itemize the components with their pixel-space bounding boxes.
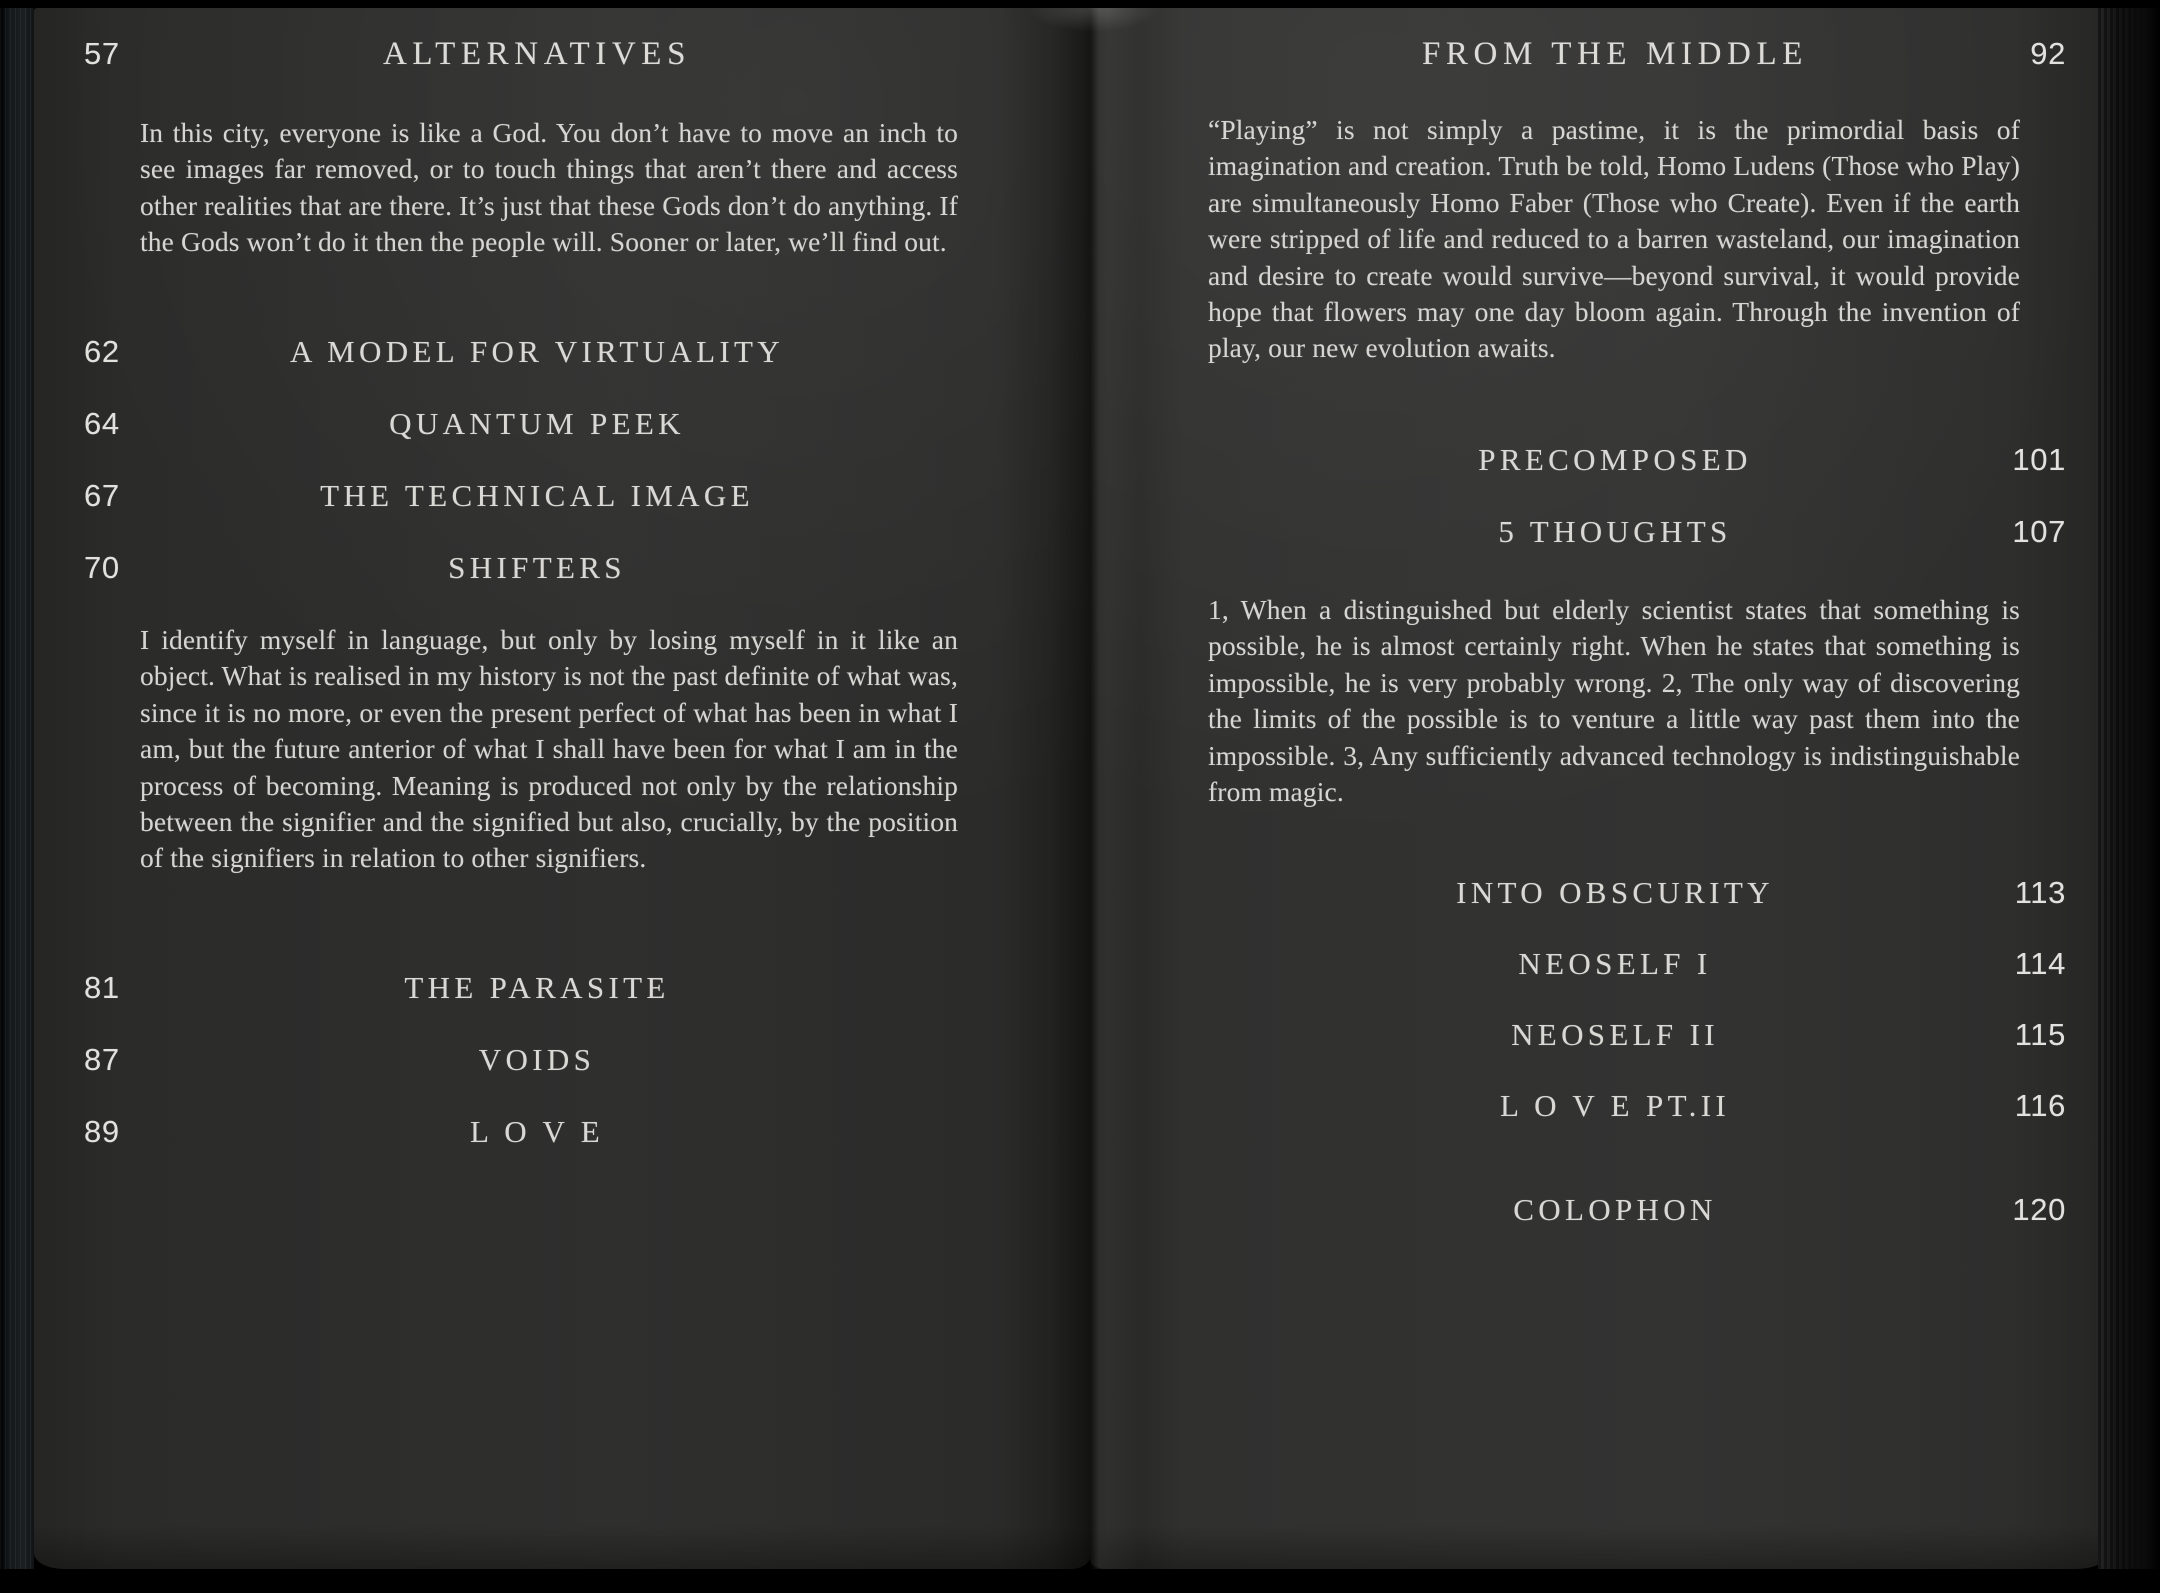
right-page <box>1090 8 2110 1569</box>
toc-entry-title: SHIFTERS <box>448 550 626 585</box>
toc-entry-page-number: 115 <box>2014 1017 2066 1052</box>
right-page-header: FROM THE MIDDLE <box>1421 36 1809 72</box>
background-bottom <box>0 1569 2160 1593</box>
toc-entry-page-number: 70 <box>84 550 120 585</box>
toc-entry-page-number: 89 <box>84 1114 120 1149</box>
colophon-entry <box>1090 1190 2110 1238</box>
toc-entry-title: L O V E PT.II <box>1499 1088 1731 1123</box>
toc-entry <box>1090 1015 2110 1086</box>
toc-entry <box>34 1112 1090 1184</box>
left-toc-list-bottom <box>34 968 1090 1184</box>
toc-entry-title: NEOSELF II <box>1511 1017 1719 1052</box>
toc-entry <box>1090 944 2110 1015</box>
toc-entry-title: THE PARASITE <box>404 970 670 1005</box>
right-toc-list-top <box>1090 440 2110 584</box>
toc-entry-page-number: 81 <box>84 970 120 1005</box>
left-page-header: ALTERNATIVES <box>382 36 692 72</box>
toc-entry <box>34 332 1090 404</box>
toc-entry-title: 5 THOUGHTS <box>1498 514 1732 549</box>
toc-entry-page-number: 107 <box>2012 514 2066 549</box>
right-thoughts-paragraph: 1, When a distinguished but elderly scientist states that something is possible, he is almost certainly right. When he states that something is impossible, he is very probably wrong. 2, The only way of discovering the limits of the possible is to venture a little way past them into the impossible. 3, Any sufficiently advanced technology is indistinguishable from magic. <box>1208 594 2020 808</box>
right-intro-paragraph: “Playing” is not simply a pastime, it is the primordial basis of imagination and creation. Truth be told, Homo Ludens (Those who Play) are simultaneously Homo Faber (Those who Create). Even if the earth were stripped of life and reduced to a barren wasteland, our imagination and desire to create would survive—beyond survival, it would provide hope that flowers may one day bloom again. Through the invention of play, our new evolution awaits. <box>1208 114 2020 364</box>
toc-entry-page-number: 116 <box>2014 1088 2066 1123</box>
toc-entry <box>1090 873 2110 944</box>
toc-entry-page-number: 64 <box>84 406 120 441</box>
left-page-header-row <box>34 34 1090 80</box>
left-toc-list-top <box>34 332 1090 620</box>
fore-edge-pages <box>2098 0 2160 1593</box>
toc-entry <box>1090 512 2110 584</box>
left-page-number: 57 <box>84 36 120 71</box>
left-intro-paragraph: In this city, everyone is like a God. You don’t have to move an inch to see images far removed, or to touch things that aren’t there and access other realities that are there. It’s just that these Gods don’t do anything. If the Gods won’t do it then the people will. Sooner or later, we’ll find out. <box>140 117 958 258</box>
toc-entry-page-number: 120 <box>2012 1192 2066 1227</box>
right-toc-list-bottom <box>1090 873 2110 1157</box>
spine-page-edges <box>0 0 34 1593</box>
toc-entry-page-number: 114 <box>2014 946 2066 981</box>
right-page-header-row <box>1090 34 2110 80</box>
toc-entry-page-number: 101 <box>2012 442 2066 477</box>
right-page-number: 92 <box>2030 36 2066 71</box>
toc-entry <box>1090 1086 2110 1157</box>
left-page <box>34 8 1090 1569</box>
toc-entry-title: QUANTUM PEEK <box>389 406 685 441</box>
toc-entry-title: PRECOMPOSED <box>1478 442 1752 477</box>
toc-entry-title: THE TECHNICAL IMAGE <box>320 478 754 513</box>
left-quote-paragraph: I identify myself in language, but only by losing myself in it like an object. What is realised in my history is not the past definite of what was, since it is no more, or even the present perfect of what has been in what I am, but the future anterior of what I shall have been for what I am in the process of becoming. Meaning is produced not only by the relationship between the signifier and the signified but also, crucially, by the position of the signifiers in relation to other signifiers. <box>140 624 958 874</box>
toc-entry-title: A MODEL FOR VIRTUALITY <box>289 334 785 369</box>
toc-entry <box>34 548 1090 620</box>
toc-entry-page-number: 67 <box>84 478 120 513</box>
toc-entry-title: VOIDS <box>478 1042 596 1077</box>
toc-entry-title: L O V E <box>469 1114 604 1149</box>
toc-entry-title: COLOPHON <box>1513 1192 1717 1227</box>
toc-entry <box>34 404 1090 476</box>
background-top <box>0 0 2160 8</box>
toc-entry-title: INTO OBSCURITY <box>1456 875 1774 910</box>
toc-entry-page-number: 62 <box>84 334 120 369</box>
toc-entry <box>34 476 1090 548</box>
toc-entry <box>34 968 1090 1040</box>
toc-entry-title: NEOSELF I <box>1518 946 1712 981</box>
toc-entry <box>34 1040 1090 1112</box>
toc-entry <box>1090 440 2110 512</box>
toc-entry-page-number: 87 <box>84 1042 120 1077</box>
toc-entry-page-number: 113 <box>2014 875 2066 910</box>
